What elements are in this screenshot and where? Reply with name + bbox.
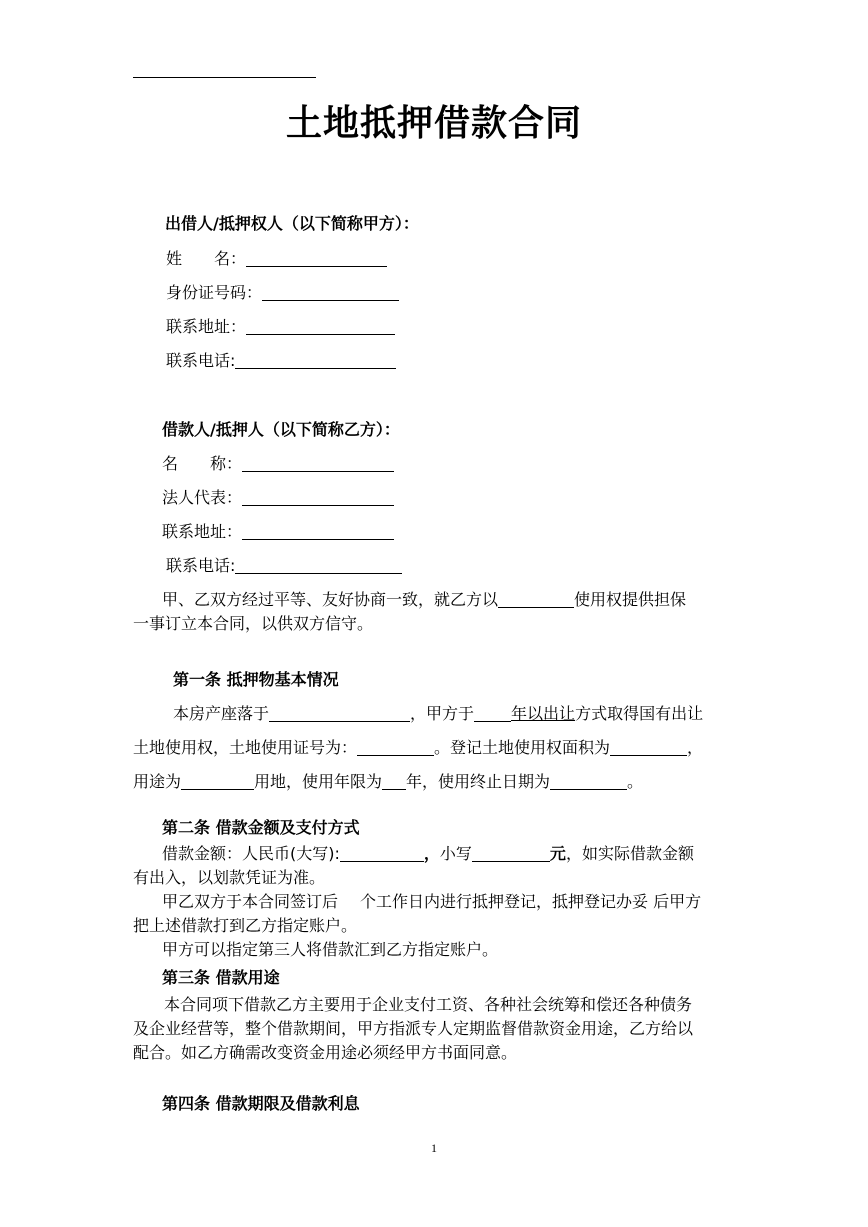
article-2-line-5: 甲方可以指定第三人将借款汇到乙方指定账户。 xyxy=(162,940,499,959)
text: 方式取得国有出让 xyxy=(575,704,704,723)
party-a-name-field xyxy=(166,249,387,269)
address-blank xyxy=(246,318,395,335)
collateral-blank xyxy=(498,591,574,608)
text: 个工作日内进行抵押登记，抵押登记办妥 后甲方 xyxy=(360,892,702,911)
year-blank xyxy=(474,705,511,722)
end-date-blank xyxy=(550,773,627,790)
intro-line-2: 一事订立本合同，以供双方信守。 xyxy=(133,614,374,633)
usage-blank xyxy=(181,773,254,790)
id-blank xyxy=(262,284,399,301)
text: 小写 xyxy=(439,844,472,863)
article-2-heading: 第二条 借款金额及支付方式 xyxy=(162,818,360,837)
amount-figure-blank xyxy=(472,845,550,862)
phone-blank xyxy=(235,557,402,574)
area-blank xyxy=(610,739,687,756)
page-number: 1 xyxy=(431,1141,437,1155)
article-3-line-3: 配合。如乙方确需改变资金用途必须经甲方书面同意。 xyxy=(133,1043,518,1062)
header-rule xyxy=(133,77,316,78)
party-b-heading: 借款人/抵押人（以下简称乙方）： xyxy=(162,420,400,439)
article-3-heading: 第三条 借款用途 xyxy=(162,968,280,987)
party-b-rep-field xyxy=(162,488,394,508)
text: 年，使用终止日期为 xyxy=(406,772,551,791)
article-1-line-1 xyxy=(173,704,703,724)
field-label: 联系电话: xyxy=(166,556,236,575)
text: 用途为 xyxy=(133,772,182,791)
text: 借款金额：人民币(大写): xyxy=(162,844,340,863)
party-a-phone-field xyxy=(166,351,396,371)
name-blank xyxy=(242,455,394,472)
party-a-address-field xyxy=(166,317,395,337)
document-title: 土地抵押借款合同 xyxy=(285,103,582,144)
field-label: 法人代表： xyxy=(162,488,243,507)
intro-text: 使用权提供担保 xyxy=(574,590,687,609)
text: 年以 xyxy=(511,704,544,723)
field-label: 姓 名： xyxy=(166,249,247,268)
article-3-line-1: 本合同项下借款乙方主要用于企业支付工资、各种社会统筹和偿还各种债务 xyxy=(164,995,693,1014)
article-2-line-4: 把上述借款打到乙方指定账户。 xyxy=(133,916,358,935)
intro-line-1 xyxy=(162,590,686,610)
party-b-name-field xyxy=(162,454,394,474)
text: 用地，使用年限为 xyxy=(254,772,383,791)
method-text: 出让 xyxy=(543,704,576,723)
text: ， xyxy=(687,738,704,757)
address-blank xyxy=(242,523,394,540)
text: 。登记土地使用权面积为 xyxy=(434,738,611,757)
currency-unit: 元 xyxy=(549,844,566,863)
article-2-line-3 xyxy=(162,892,701,912)
text: 土地使用权，土地使用证号为： xyxy=(133,738,358,757)
field-label: 身份证号码： xyxy=(166,283,263,302)
article-1-line-3 xyxy=(133,772,643,792)
term-blank xyxy=(382,773,406,790)
text: 甲乙双方于本合同签订后 xyxy=(162,892,339,911)
rep-blank xyxy=(242,489,394,506)
intro-text: 甲、乙双方经过平等、友好协商一致，就乙方以 xyxy=(162,590,499,609)
article-2-line-1 xyxy=(162,844,694,864)
text: 。 xyxy=(627,772,644,791)
party-b-phone-field xyxy=(166,556,402,576)
article-3-line-2: 及企业经营等，整个借款期间，甲方指派专人定期监督借款资金用途，乙方给以 xyxy=(133,1019,694,1038)
field-label: 联系电话: xyxy=(166,351,236,370)
text: ， xyxy=(423,844,440,863)
article-4-heading: 第四条 借款期限及借款利息 xyxy=(162,1094,360,1113)
certificate-blank xyxy=(357,739,434,756)
text: ，如实际借款金额 xyxy=(565,844,694,863)
amount-words-blank xyxy=(340,845,424,862)
article-1-heading: 第一条 抵押物基本情况 xyxy=(173,670,339,689)
field-label: 名 称： xyxy=(162,454,243,473)
text: ，甲方于 xyxy=(410,704,475,723)
party-a-id-field xyxy=(166,283,399,303)
text: 本房产座落于 xyxy=(173,704,270,723)
article-2-line-2: 有出入，以划款凭证为准。 xyxy=(133,868,326,887)
party-b-address-field xyxy=(162,522,394,542)
phone-blank xyxy=(235,352,396,369)
article-1-line-2 xyxy=(133,738,703,758)
field-label: 联系地址： xyxy=(166,317,247,336)
location-blank xyxy=(269,705,410,722)
party-a-heading: 出借人/抵押权人（以下简称甲方）： xyxy=(165,214,419,233)
name-blank xyxy=(246,250,387,267)
field-label: 联系地址： xyxy=(162,522,243,541)
